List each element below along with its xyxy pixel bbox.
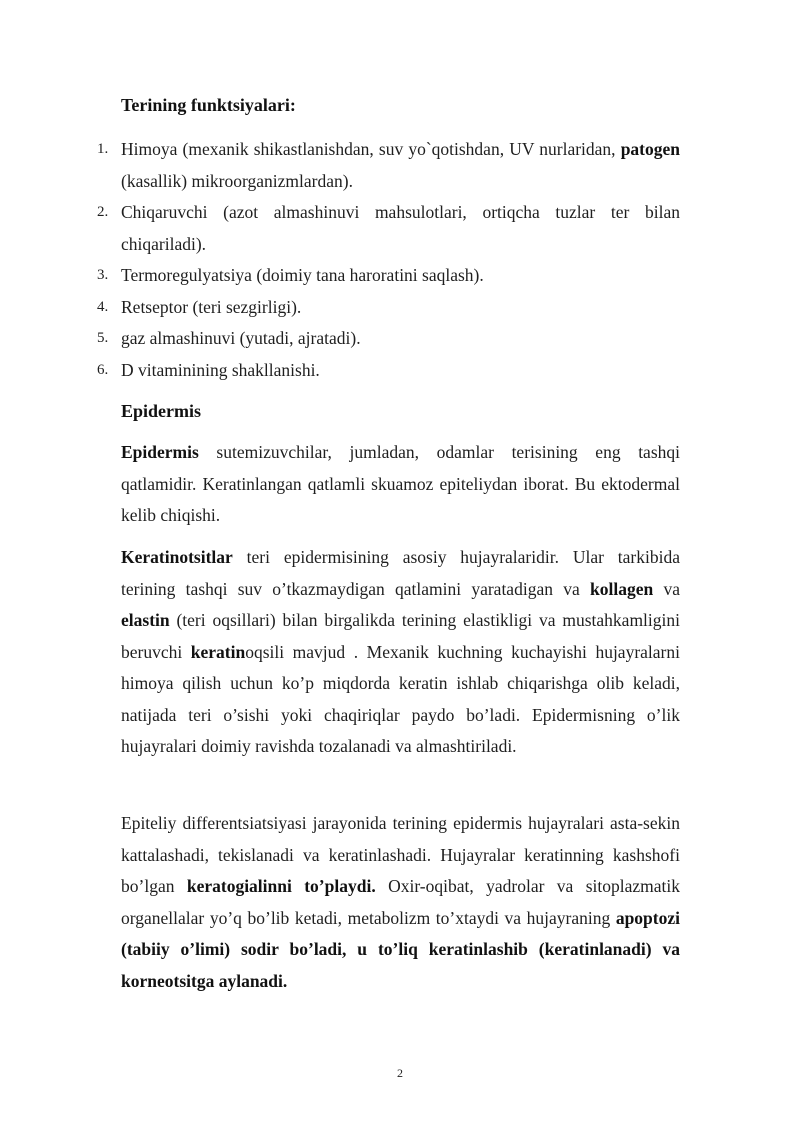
functions-list [90,134,680,386]
list-number: 6. [97,361,109,378]
list-item: 4. Retseptor (teri sezgirligi). [90,292,680,324]
list-number: 5. [97,330,109,346]
list-number: 2. [97,204,109,220]
paragraph-differentiation: Epiteliy differentsiatsiyasi jarayonida terining epidermis hujayralari asta-sekin kattalashadi, tekislanadi va keratinlashadi. Hujayralar keratinning kashshofi bo’lgan keratogialinni to’playdi. Oxir-oqibat, yadrolar va sitoplazmatik organellalar yo’q bo’lib ketadi, metabolizm to’xtaydi va hujayraning apoptozi (tabiiy o’limi) sodir bo’ladi, u to’liq keratinlashib (keratinlanadi) va korneotsitga aylanadi. [121,813,680,991]
list-item: 2. Chiqaruvchi (azot almashinuvi mahsulotlari, ortiqcha tuzlar ter bilan chiqariladi). [90,197,680,260]
page-number: 2 [397,1066,403,1080]
list-item: 3. Termoregulyatsiya (doimiy tana haroratini saqlash). [90,260,680,292]
list-number: 4. [97,298,109,315]
list-item: 5. gaz almashinuvi (yutadi, ajratadi). [90,323,680,355]
list-number: 3. [97,267,109,283]
section-heading-epidermis: Epidermis [121,401,202,421]
paragraph-epidermis: Epidermis sutemizuvchilar, jumladan, odamlar terisining eng tashqi qatlamidir. Keratinlangan qatlamli skuamoz epiteliydan iborat. Bu ektodermal kelib chiqishi. [121,442,680,525]
section-heading-functions: Terining funktsiyalari: [121,95,296,115]
list-item: 1. Himoya (mexanik shikastlanishdan, suv yo`qotishdan, UV nurlaridan, patogen (kasallik) mikroorganizmlardan). [90,134,680,197]
paragraph-keratinocytes: Keratinotsitlar teri epidermisining asosiy hujayralaridir. Ular tarkibida terining tashqi suv o’tkazmaydigan qatlamini yaratadigan va kollagen va elastin (teri oqsillari) bilan birgalikda terining elastikligi va mustahkamligini beruvchi keratinoqsili mavjud . Mexanik kuchning kuchayishi hujayralarni himoya qilish uchun ko’p miqdorda keratin ishlab chiqarishga olib keladi, natijada teri o’sishi yoki chaqiriqlar paydo bo’ladi. Epidermisning o’lik hujayralari doimiy ravishda tozalanadi va almashtiriladi. [121,547,680,756]
list-number: 1. [97,141,109,157]
list-item: 6. D vitaminining shakllanishi. [90,355,680,387]
